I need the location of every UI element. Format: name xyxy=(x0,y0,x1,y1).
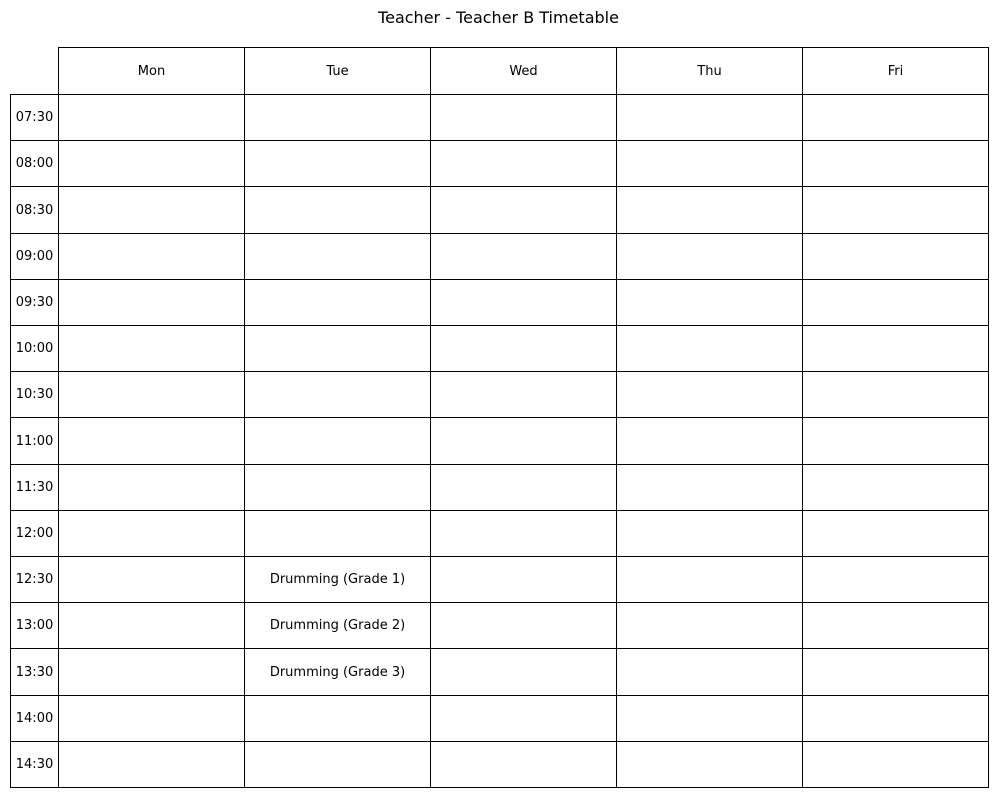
time-label: 10:30 xyxy=(10,371,59,418)
timetable-cell xyxy=(430,556,617,603)
timetable-cell xyxy=(58,279,245,326)
timetable-cell xyxy=(430,279,617,326)
column-header-tue: Tue xyxy=(244,47,431,95)
column-header-wed: Wed xyxy=(430,47,617,95)
timetable-cell xyxy=(802,648,989,696)
time-label: 10:00 xyxy=(10,325,59,372)
timetable-cell xyxy=(616,94,803,141)
timetable-cell xyxy=(244,371,431,418)
time-label: 14:30 xyxy=(10,741,59,788)
timetable-cell xyxy=(802,371,989,418)
timetable-cell xyxy=(616,510,803,557)
timetable-cell xyxy=(244,695,431,742)
timetable-entry: Drumming (Grade 2) xyxy=(244,602,431,649)
time-label: 08:00 xyxy=(10,140,59,187)
timetable-cell xyxy=(616,279,803,326)
timetable-cell xyxy=(430,648,617,696)
time-label: 12:00 xyxy=(10,510,59,557)
timetable-cell xyxy=(616,371,803,418)
timetable-cell xyxy=(802,325,989,372)
time-label: 11:00 xyxy=(10,417,59,465)
timetable-cell xyxy=(244,417,431,465)
time-label: 08:30 xyxy=(10,186,59,234)
time-label: 09:30 xyxy=(10,279,59,326)
timetable-cell xyxy=(802,233,989,280)
timetable-cell xyxy=(244,325,431,372)
timetable-cell xyxy=(430,233,617,280)
timetable-cell xyxy=(802,602,989,649)
timetable-cell xyxy=(802,279,989,326)
timetable-cell xyxy=(58,325,245,372)
timetable-cell xyxy=(802,464,989,511)
timetable-cell xyxy=(430,325,617,372)
timetable-cell xyxy=(58,648,245,696)
timetable-cell xyxy=(58,371,245,418)
time-label: 12:30 xyxy=(10,556,59,603)
timetable-cell xyxy=(616,695,803,742)
timetable-cell xyxy=(58,510,245,557)
time-label: 09:00 xyxy=(10,233,59,280)
timetable-cell xyxy=(430,140,617,187)
timetable-cell xyxy=(244,186,431,234)
timetable-cell xyxy=(58,695,245,742)
timetable-cell xyxy=(58,186,245,234)
timetable-cell xyxy=(430,741,617,788)
time-label: 13:30 xyxy=(10,648,59,696)
timetable-cell xyxy=(802,94,989,141)
timetable-cell xyxy=(616,602,803,649)
timetable-entry: Drumming (Grade 3) xyxy=(244,648,431,696)
timetable-cell xyxy=(244,510,431,557)
timetable-cell xyxy=(616,325,803,372)
timetable-cell xyxy=(616,556,803,603)
timetable-cell xyxy=(244,464,431,511)
timetable-cell xyxy=(616,186,803,234)
timetable-cell xyxy=(244,279,431,326)
time-label: 14:00 xyxy=(10,695,59,742)
time-label: 13:00 xyxy=(10,602,59,649)
timetable-cell xyxy=(58,417,245,465)
timetable-cell xyxy=(430,94,617,141)
timetable-cell xyxy=(616,140,803,187)
timetable-cell xyxy=(802,186,989,234)
timetable-cell xyxy=(244,233,431,280)
timetable-cell xyxy=(616,417,803,465)
column-header-thu: Thu xyxy=(616,47,803,95)
timetable-cell xyxy=(430,602,617,649)
timetable-cell xyxy=(802,695,989,742)
timetable-cell xyxy=(58,741,245,788)
timetable-cell xyxy=(244,140,431,187)
timetable-cell xyxy=(616,464,803,511)
timetable-cell xyxy=(244,94,431,141)
time-label: 11:30 xyxy=(10,464,59,511)
timetable-cell xyxy=(58,602,245,649)
timetable-cell xyxy=(430,417,617,465)
timetable-cell xyxy=(802,140,989,187)
timetable-cell xyxy=(58,233,245,280)
timetable-cell xyxy=(802,510,989,557)
timetable-cell xyxy=(430,695,617,742)
timetable-cell xyxy=(430,371,617,418)
timetable-cell xyxy=(616,741,803,788)
timetable-cell xyxy=(430,510,617,557)
timetable-cell xyxy=(58,140,245,187)
timetable-cell xyxy=(802,741,989,788)
timetable-entry: Drumming (Grade 1) xyxy=(244,556,431,603)
timetable-cell xyxy=(58,94,245,141)
time-label: 07:30 xyxy=(10,94,59,141)
column-header-mon: Mon xyxy=(58,47,245,95)
timetable-cell xyxy=(58,464,245,511)
timetable-cell xyxy=(802,417,989,465)
timetable-cell xyxy=(616,233,803,280)
timetable-cell xyxy=(430,186,617,234)
timetable-cell xyxy=(616,648,803,696)
timetable-cell xyxy=(430,464,617,511)
timetable-title: Teacher - Teacher B Timetable xyxy=(378,8,619,27)
timetable-cell xyxy=(802,556,989,603)
timetable-cell xyxy=(58,556,245,603)
column-header-fri: Fri xyxy=(802,47,989,95)
timetable-cell xyxy=(244,741,431,788)
